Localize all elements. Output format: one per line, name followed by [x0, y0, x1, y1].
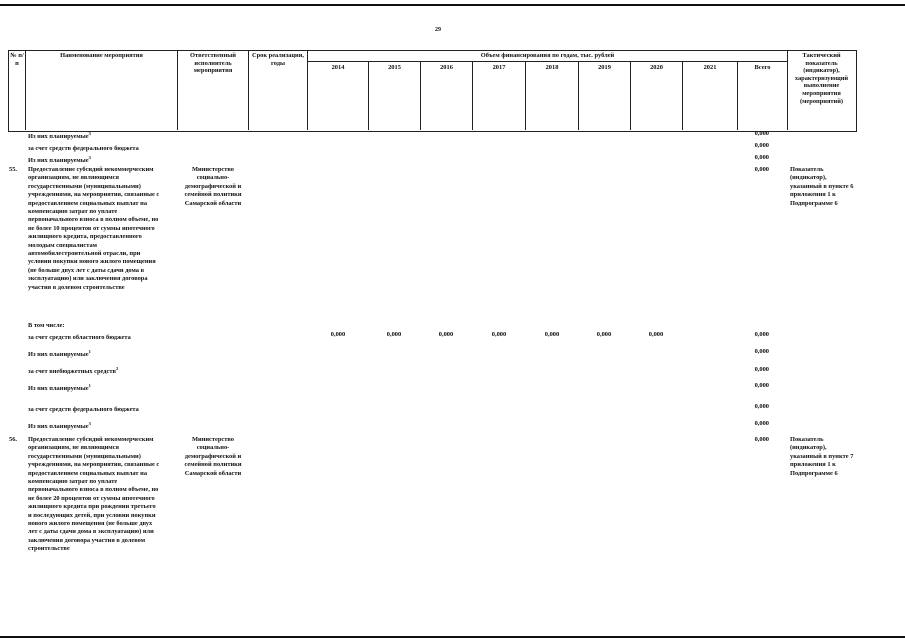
item-number: 56. — [9, 436, 17, 443]
top-rule — [0, 4, 905, 6]
header-indicator: Тактический показатель (индикатор), характеризующий выполнение мероприятия (мероприятий) — [794, 52, 849, 105]
row-label: Из них планируемые$^3$ — [28, 155, 91, 164]
header-name: Наименование мероприятия — [60, 52, 143, 59]
year-value: 0,000 — [438, 331, 454, 338]
header-executor: Ответственный исполнитель мероприятия — [190, 52, 236, 75]
row-total: 0,000 — [754, 382, 769, 389]
header-frame — [8, 50, 857, 132]
page-number: 29 — [435, 27, 441, 33]
row-total: 0,000 — [754, 154, 769, 161]
year-value: 0,000 — [491, 331, 507, 338]
item-indicator: Показатель (индикатор), указанный в пункте 7 приложения 1 к Подпрограмме 6 — [790, 436, 854, 477]
header-total: Всего — [754, 64, 771, 71]
row-total: 0,000 — [754, 331, 769, 338]
item-name: Предоставление субсидий некоммерческим организациям, не являющимся государственными (муниципальными) учреждениями, на мероприятия, связанные с предоставлением социальных выплат на компенсацию затрат по уплате первоначального взноса в полном объеме, но не более 20 процентов от суммы ипотечного жилищного кредита при рождении третьего и последующих детей, при условии покупки нового жилого помещения (не больше двух лет с даты сдачи дома в эксплуатацию) или заключения договора участия в долевом строительстве — [28, 436, 160, 553]
header-year: 2014 — [331, 64, 345, 71]
row-label: за счет средств федерального бюджета — [28, 406, 139, 413]
including-label: В том числе: — [28, 322, 65, 329]
row-label: за счет внебюджетных средств$^2$ — [28, 366, 119, 375]
row-total: 0,000 — [754, 142, 769, 149]
header-funding: Объем финансирования по годам, тыс. рублей — [480, 52, 615, 59]
row-total: 0,000 — [754, 403, 769, 410]
row-total: 0,000 — [754, 130, 769, 137]
year-value: 0,000 — [386, 331, 402, 338]
row-total: 0,000 — [754, 348, 769, 355]
row-label: Из них планируемые$^1$ — [28, 383, 91, 392]
header-year: 2018 — [545, 64, 559, 71]
bottom-rule — [0, 636, 905, 638]
row-total: 0,000 — [754, 420, 769, 427]
row-label: Из них планируемые$^1$ — [28, 349, 91, 358]
header-term: Срок реализации, годы — [252, 52, 304, 67]
year-value: 0,000 — [544, 331, 560, 338]
item-number: 55. — [9, 166, 17, 173]
item-executor: Министерство социально- демографической и семейной политики Самарской области — [184, 436, 242, 477]
year-value: 0,000 — [330, 331, 346, 338]
item-total: 0,000 — [754, 436, 769, 443]
header-year: 2016 — [440, 64, 453, 71]
row-total: 0,000 — [754, 366, 769, 373]
row-label: Из них планируемые$^3$ — [28, 131, 91, 140]
year-value: 0,000 — [648, 331, 664, 338]
item-executor: Министерство социально- демографической и семейной политики Самарской области — [184, 166, 242, 207]
row-label: Из них планируемые$^3$ — [28, 421, 91, 430]
item-name: Предоставление субсидий некоммерческим организациям, не являющимся государственными (муниципальными) учреждениями, на мероприятия, связанные с предоставлением социальных выплат на компенсацию затрат по уплате первоначального взноса в полном объеме, но не более 10 процентов от суммы ипотечного жилищного кредита, предоставленного молодым специалистам автомобилестроительной отрасли, при условии покупки нового жилого помещения (не больше двух лет с даты сдачи дома в эксплуатацию) или заключения договора участия в долевом строительстве — [28, 166, 160, 291]
item-total: 0,000 — [754, 166, 769, 173]
header-year: 2020 — [650, 64, 663, 71]
year-value: 0,000 — [596, 331, 612, 338]
row-label: за счет средств областного бюджета — [28, 334, 131, 341]
row-label: за счет средств федерального бюджета — [28, 145, 139, 152]
header-num: № п/п — [10, 52, 24, 67]
header-year: 2021 — [703, 64, 717, 71]
item-indicator: Показатель (индикатор), указанный в пункте 6 приложения 1 к Подпрограмме 6 — [790, 166, 854, 207]
header-year: 2015 — [388, 64, 401, 71]
header-year: 2019 — [598, 64, 611, 71]
header-year: 2017 — [492, 64, 506, 71]
